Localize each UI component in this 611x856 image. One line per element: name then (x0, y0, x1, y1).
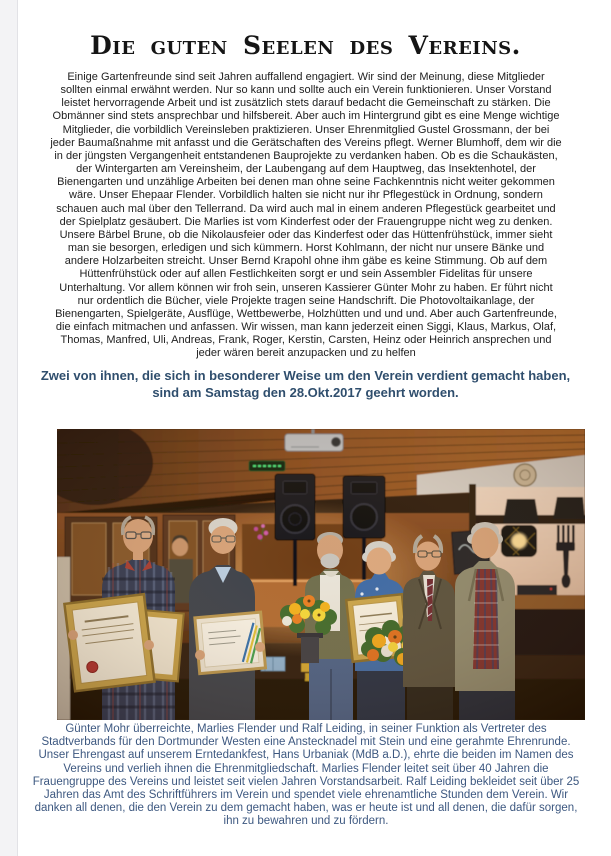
page-title: Die guten Seelen des Vereins. (90, 30, 521, 60)
honor-heading (0, 368, 611, 401)
scan-page-edge (0, 0, 18, 856)
honor-heading-line1: Zwei von ihnen, die sich in besonderer Weise um den Verein verdient gemacht haben, (40, 368, 571, 383)
intro-paragraph: Einige Gartenfreunde sind seit Jahren auffallend engagiert. Wir sind der Meinung, diese Mitglieder sollten einmal erwähnt werden. Nur so kann und sollte auch ein Verein funktionieren. Unser Vorstand leistet hervorragende Arbeit und ist zusätzlich stets darauf bedacht die Gemeinschaft zu stärken. Die Obmänner sind stets ansprechbar und hilfsbereit. Aber auch im Hintergrund gibt es eine Menge wichtige Mitglieder, die vorbildlich Vereinsleben praktizieren. Unser Ehrenmitglied Gustel Grossmann, der bei jeder Baumaßnahme mit anfasst und die Gerätschaften des Vereins pflegt. Werner Blumhoff, dem wir die in der jüngsten Vergangenheit entstandenen Bauprojekte zu verdanken haben. Ob es die Schaukästen, der Wintergarten am Vereinsheim, der Laubengang auf dem Hauptweg, das Insektenhotel, der Bienengarten und unzählige Arbeiten bei denen man ohne seine Fachkenntnis nicht weiter gekommen wäre. Unser Ehepaar Flender. Vorbildlich halten sie nicht nur ihr Pflegestück in Ordnung, sondern schauen auch mal über den Tellerrand. Da wird auch mal in einem anderen Pflegestück gearbeitet und der Spielplatz gesäubert. Die Marlies ist vom Kinderfest oder der Frauengruppe nicht weg zu denken. Unsere Bärbel Brune, ob die Nikolausfeier oder das Kinderfest oder das Hüttenfrühstück, immer sieht man sie besorgen, erledigen und sich kümmern. Horst Kohlmann, der nicht nur unsere Bänke und andere Holzarbeiten streicht. Unser Bernd Krapohl ohne ihm gäbe es keine Stimmung. Ob auf dem Hüttenfrühstück oder auf allen Festlichkeiten sorgt er und sein Assembler Fidelitas für unsere Unterhaltung. Vor allem können wir froh sein, unseren Kassierer Günter Mohr zu haben. Er führt nicht nur ordentlich die Bücher, viele Projekte tragen seine Handschrift. Die Photovoltaikanlage, der Bienengarten, Spielgeräte, Ausflüge, Wettbewerbe, Holzhütten und und und. Aber auch Gartenfreunde, die einfach mitmachen und anfassen. Wir wissen, man kann jederzeit einen Siggi, Klaus, Markus, Olaf, Thomas, Manfred, Uli, Andreas, Frank, Roger, Kerstin, Carsten, Heinz oder Heinrich ansprechen und jeder wären bereit anzupacken und zu helfen (50, 71, 562, 360)
honor-heading-line2: sind am Samstag den 28.Okt.2017 geehrt worden. (152, 384, 459, 400)
photo-vignette (57, 429, 585, 720)
group-photo (57, 429, 585, 720)
photo-caption: Günter Mohr überreichte, Marlies Flender und Ralf Leiding, in seiner Funktion als Vertreter des Stadtverbands für den Dortmunder Westen eine Anstecknadel mit Stein und eine gerahmte Ehrenrunde. Unser Ehrengast auf unserem Erntedankfest, Hans Urbaniak (MdB a.D.), ehrte die beiden im Namen des Vereins und verlieh ihnen die Ehrenmitgliedschaft. Marlies Flender leitet seit über 40 Jahren die Frauengruppe des Vereins und leistet seit vielen Jahren Vorstandsarbeit. Ralf Leiding bekleidet seit über 25 Jahren das Amt des Schriftführers im Verein und spendet viele ehrenamtliche Stunden dem Verein. Wir danken all denen, die den Verein zu dem gemacht haben, was er heute ist und all denen, die dafür sorgen, ihn zu bewahren und zu fördern. (32, 723, 580, 828)
